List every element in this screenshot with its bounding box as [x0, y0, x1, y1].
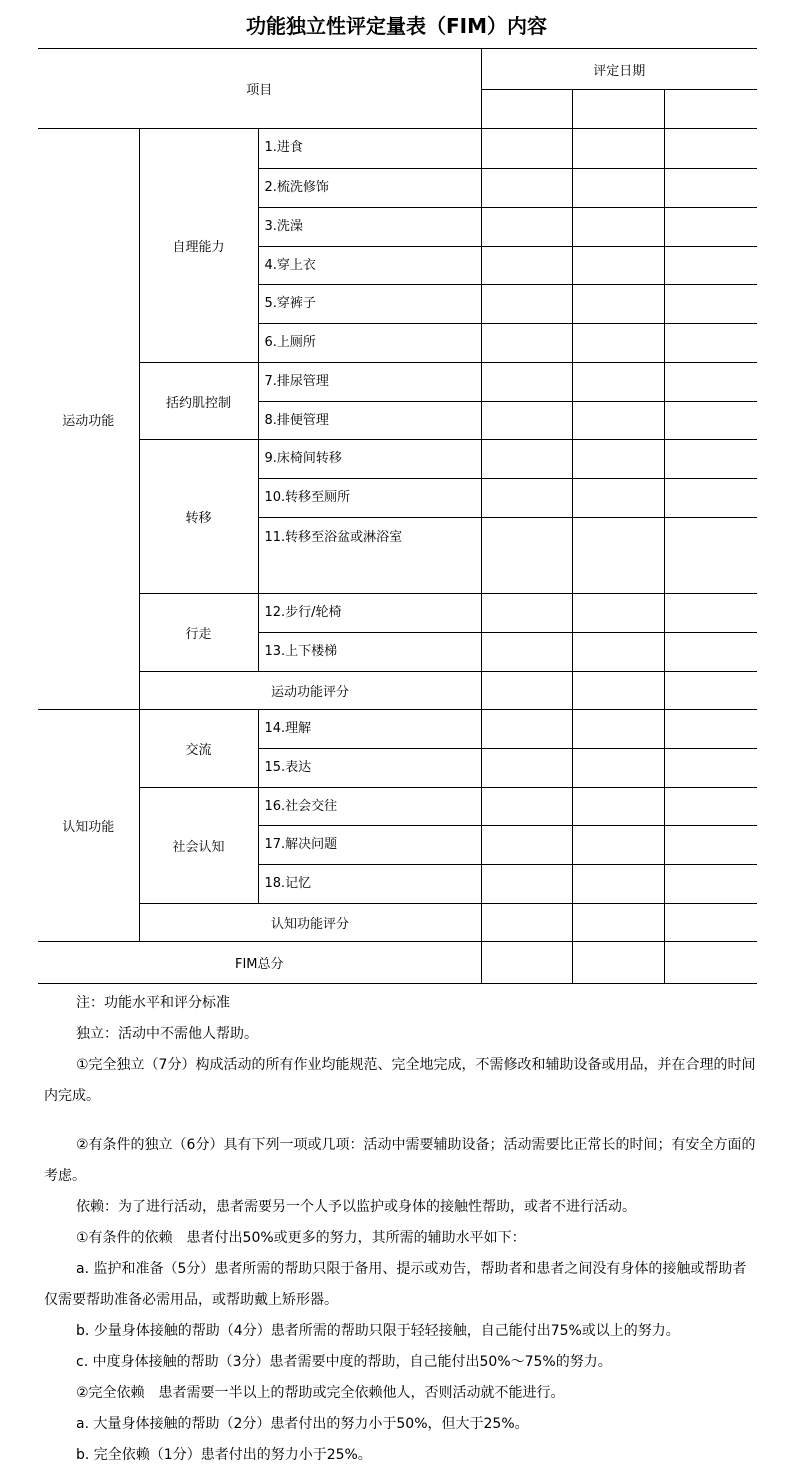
note-level-b: b. 少量身体接触的帮助（4分）患者所需的帮助只限于轻轻接触，自己能付出75%或以上的努力。: [76, 1323, 680, 1339]
item-dressing-upper: 4.穿上衣: [258, 247, 481, 285]
score-cell[interactable]: [572, 518, 664, 594]
score-cell[interactable]: [664, 788, 757, 826]
score-cell[interactable]: [572, 672, 664, 710]
note-modified-dependent: ①有条件的依赖 患者付出50%或更多的努力，其所需的辅助水平如下：: [76, 1230, 526, 1246]
item-toilet-transfer: 10.转移至厕所: [258, 479, 481, 518]
communication-group: 交流: [139, 710, 258, 788]
note-level-a2: a. 大量身体接触的帮助（2分）患者付出的努力小于50%，但大于25%。: [76, 1416, 529, 1432]
score-cell[interactable]: [664, 208, 757, 247]
note-independent: 独立：活动中不需他人帮助。: [76, 1026, 258, 1042]
score-cell[interactable]: [481, 363, 572, 402]
date-cell[interactable]: [481, 90, 572, 129]
score-cell[interactable]: [481, 518, 572, 594]
item-stairs: 13.上下楼梯: [258, 633, 481, 672]
item-toileting: 6.上厕所: [258, 324, 481, 363]
item-bladder: 7.排尿管理: [258, 363, 481, 402]
date-cell[interactable]: [664, 90, 757, 129]
fim-total-label: FIM总分: [38, 942, 481, 984]
item-bowel: 8.排便管理: [258, 402, 481, 440]
score-cell[interactable]: [664, 710, 757, 749]
score-cell[interactable]: [481, 826, 572, 865]
item-problem-solving: 17.解决问题: [258, 826, 481, 865]
score-cell[interactable]: [481, 402, 572, 440]
score-cell[interactable]: [664, 169, 757, 208]
note-complete-independent: ①完全独立（7分）构成活动的所有作业均能规范、完全地完成，不需修改和辅助设备或用品，并在合理的时间内完成。: [44, 1057, 756, 1104]
score-cell[interactable]: [481, 285, 572, 324]
score-cell[interactable]: [481, 865, 572, 904]
note-dependent: 依赖：为了进行活动，患者需要另一个人予以监护或身体的接触性帮助，或者不进行活动。: [76, 1199, 636, 1215]
score-cell[interactable]: [481, 788, 572, 826]
score-cell[interactable]: [572, 904, 664, 942]
score-cell[interactable]: [572, 479, 664, 518]
note-level-a: a. 监护和准备（5分）患者所需的帮助只限于备用、提示或劝告，帮助者和患者之间没有身体的接触或帮助者仅需要帮助准备必需用品，或帮助戴上矫形器。: [44, 1261, 747, 1308]
score-cell[interactable]: [481, 710, 572, 749]
score-cell[interactable]: [572, 633, 664, 672]
score-cell[interactable]: [572, 942, 664, 984]
score-cell[interactable]: [664, 672, 757, 710]
item-memory: 18.记忆: [258, 865, 481, 904]
score-cell[interactable]: [481, 672, 572, 710]
score-cell[interactable]: [572, 710, 664, 749]
cognitive-score-label: 认知功能评分: [139, 904, 481, 942]
score-cell[interactable]: [481, 942, 572, 984]
score-cell[interactable]: [481, 169, 572, 208]
score-cell[interactable]: [572, 788, 664, 826]
score-cell[interactable]: [572, 129, 664, 169]
motor-score-label: 运动功能评分: [139, 672, 481, 710]
score-cell[interactable]: [664, 594, 757, 633]
item-eating: 1.进食: [258, 129, 481, 169]
score-cell[interactable]: [572, 363, 664, 402]
score-cell[interactable]: [572, 208, 664, 247]
date-header: 评定日期: [481, 49, 757, 90]
score-cell[interactable]: [481, 208, 572, 247]
selfcare-group: 自理能力: [139, 129, 258, 363]
score-cell[interactable]: [481, 324, 572, 363]
score-cell[interactable]: [481, 633, 572, 672]
transfer-group: 转移: [139, 440, 258, 594]
score-cell[interactable]: [664, 440, 757, 479]
score-cell[interactable]: [481, 904, 572, 942]
score-cell[interactable]: [572, 247, 664, 285]
note-level-c: c. 中度身体接触的帮助（3分）患者需要中度的帮助，自己能付出50%～75%的努力。: [76, 1354, 612, 1370]
score-cell[interactable]: [664, 826, 757, 865]
item-comprehension: 14.理解: [258, 710, 481, 749]
score-cell[interactable]: [572, 749, 664, 788]
date-cell[interactable]: [572, 90, 664, 129]
scoring-notes: [44, 988, 759, 1471]
cognitive-category: 认知功能: [38, 710, 139, 942]
item-tub-shower-transfer: 11.转移至浴盆或淋浴室: [258, 518, 481, 594]
score-cell[interactable]: [664, 285, 757, 324]
note-level-b2: b. 完全依赖（1分）患者付出的努力小于25%。: [76, 1447, 372, 1463]
score-cell[interactable]: [664, 518, 757, 594]
score-cell[interactable]: [664, 942, 757, 984]
motor-category: 运动功能: [38, 129, 139, 710]
item-social-interaction: 16.社会交往: [258, 788, 481, 826]
score-cell[interactable]: [481, 129, 572, 169]
item-dressing-lower: 5.穿裤子: [258, 285, 481, 324]
score-cell[interactable]: [481, 247, 572, 285]
score-cell[interactable]: [572, 865, 664, 904]
item-header: 项目: [38, 49, 481, 129]
score-cell[interactable]: [572, 826, 664, 865]
item-grooming: 2.梳洗修饰: [258, 169, 481, 208]
score-cell[interactable]: [572, 594, 664, 633]
sphincter-group: 括约肌控制: [139, 363, 258, 440]
fim-table: [38, 48, 757, 984]
score-cell[interactable]: [572, 440, 664, 479]
score-cell[interactable]: [572, 285, 664, 324]
score-cell[interactable]: [664, 129, 757, 169]
locomotion-group: 行走: [139, 594, 258, 672]
item-expression: 15.表达: [258, 749, 481, 788]
score-cell[interactable]: [664, 633, 757, 672]
score-cell[interactable]: [664, 479, 757, 518]
item-walk-wheelchair: 12.步行/轮椅: [258, 594, 481, 633]
score-cell[interactable]: [572, 402, 664, 440]
social-cognition-group: 社会认知: [139, 788, 258, 904]
score-cell[interactable]: [664, 363, 757, 402]
score-cell[interactable]: [481, 594, 572, 633]
note-complete-dependent: ②完全依赖 患者需要一半以上的帮助或完全依赖他人，否则活动就不能进行。: [76, 1385, 565, 1401]
score-cell[interactable]: [664, 749, 757, 788]
page-title: 功能独立性评定量表（FIM）内容: [245, 14, 547, 38]
score-cell[interactable]: [572, 169, 664, 208]
score-cell[interactable]: [664, 865, 757, 904]
score-cell[interactable]: [572, 324, 664, 363]
notes-heading: 注：功能水平和评分标准: [76, 995, 230, 1011]
score-cell[interactable]: [664, 402, 757, 440]
score-cell[interactable]: [664, 247, 757, 285]
score-cell[interactable]: [481, 479, 572, 518]
score-cell[interactable]: [664, 904, 757, 942]
score-cell[interactable]: [481, 440, 572, 479]
score-cell[interactable]: [481, 749, 572, 788]
note-modified-independent: ②有条件的独立（6分）具有下列一项或几项：活动中需要辅助设备；活动需要比正常长的时间；有安全方面的考虑。: [44, 1137, 756, 1184]
score-cell[interactable]: [664, 324, 757, 363]
item-bathing: 3.洗澡: [258, 208, 481, 247]
item-bed-chair-transfer: 9.床椅间转移: [258, 440, 481, 479]
